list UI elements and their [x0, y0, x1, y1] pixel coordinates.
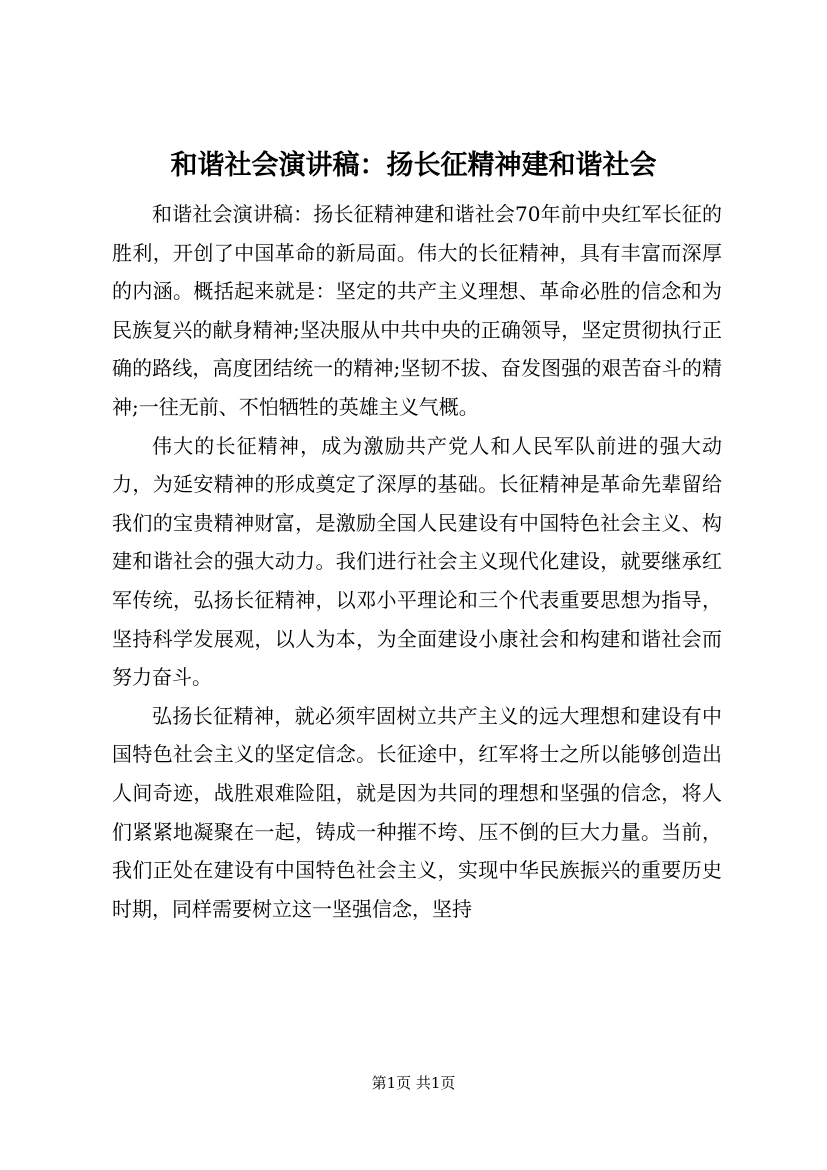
page-footer: 第1页 共1页 [371, 1074, 456, 1092]
document-body [112, 195, 722, 928]
paragraph-3: 弘扬长征精神，就必须牢固树立共产主义的远大理想和建设有中国特色社会主义的坚定信念。长征途中，红军将士之所以能够创造出人间奇迹，战胜艰难险阻，就是因为共同的理想和坚强的信念，将人们紧紧地凝聚在一起，铸成一种摧不垮、压不倒的巨大力量。当前，我们正处在建设有中国特色社会主义，实现中华民族振兴的重要历史时期，同样需要树立这一坚强信念，坚持 [112, 703, 722, 921]
paragraph-2: 伟大的长征精神，成为激励共产党人和人民军队前进的强大动力，为延安精神的形成奠定了深厚的基础。长征精神是革命先辈留给我们的宝贵精神财富，是激励全国人民建设有中国特色社会主义、构建和谐社会的强大动力。我们进行社会主义现代化建设，就要继承红军传统，弘扬长征精神，以邓小平理论和三个代表重要思想为指导，坚持科学发展观，以人为本，为全面建设小康社会和构建和谐社会而努力奋斗。 [112, 433, 722, 690]
paragraph-1: 和谐社会演讲稿：扬长征精神建和谐社会70年前中央红军长征的胜利，开创了中国革命的新局面。伟大的长征精神，具有丰富而深厚的内涵。概括起来就是：坚定的共产主义理想、革命必胜的信念和为民族复兴的献身精神;坚决服从中共中央的正确领导，坚定贯彻执行正确的路线，高度团结统一的精神;坚韧不拔、奋发图强的艰苦奋斗的精神;一往无前、不怕牺牲的英雄主义气概。 [112, 202, 722, 419]
document-title: 和谐社会演讲稿：扬长征精神建和谐社会 [170, 150, 657, 181]
